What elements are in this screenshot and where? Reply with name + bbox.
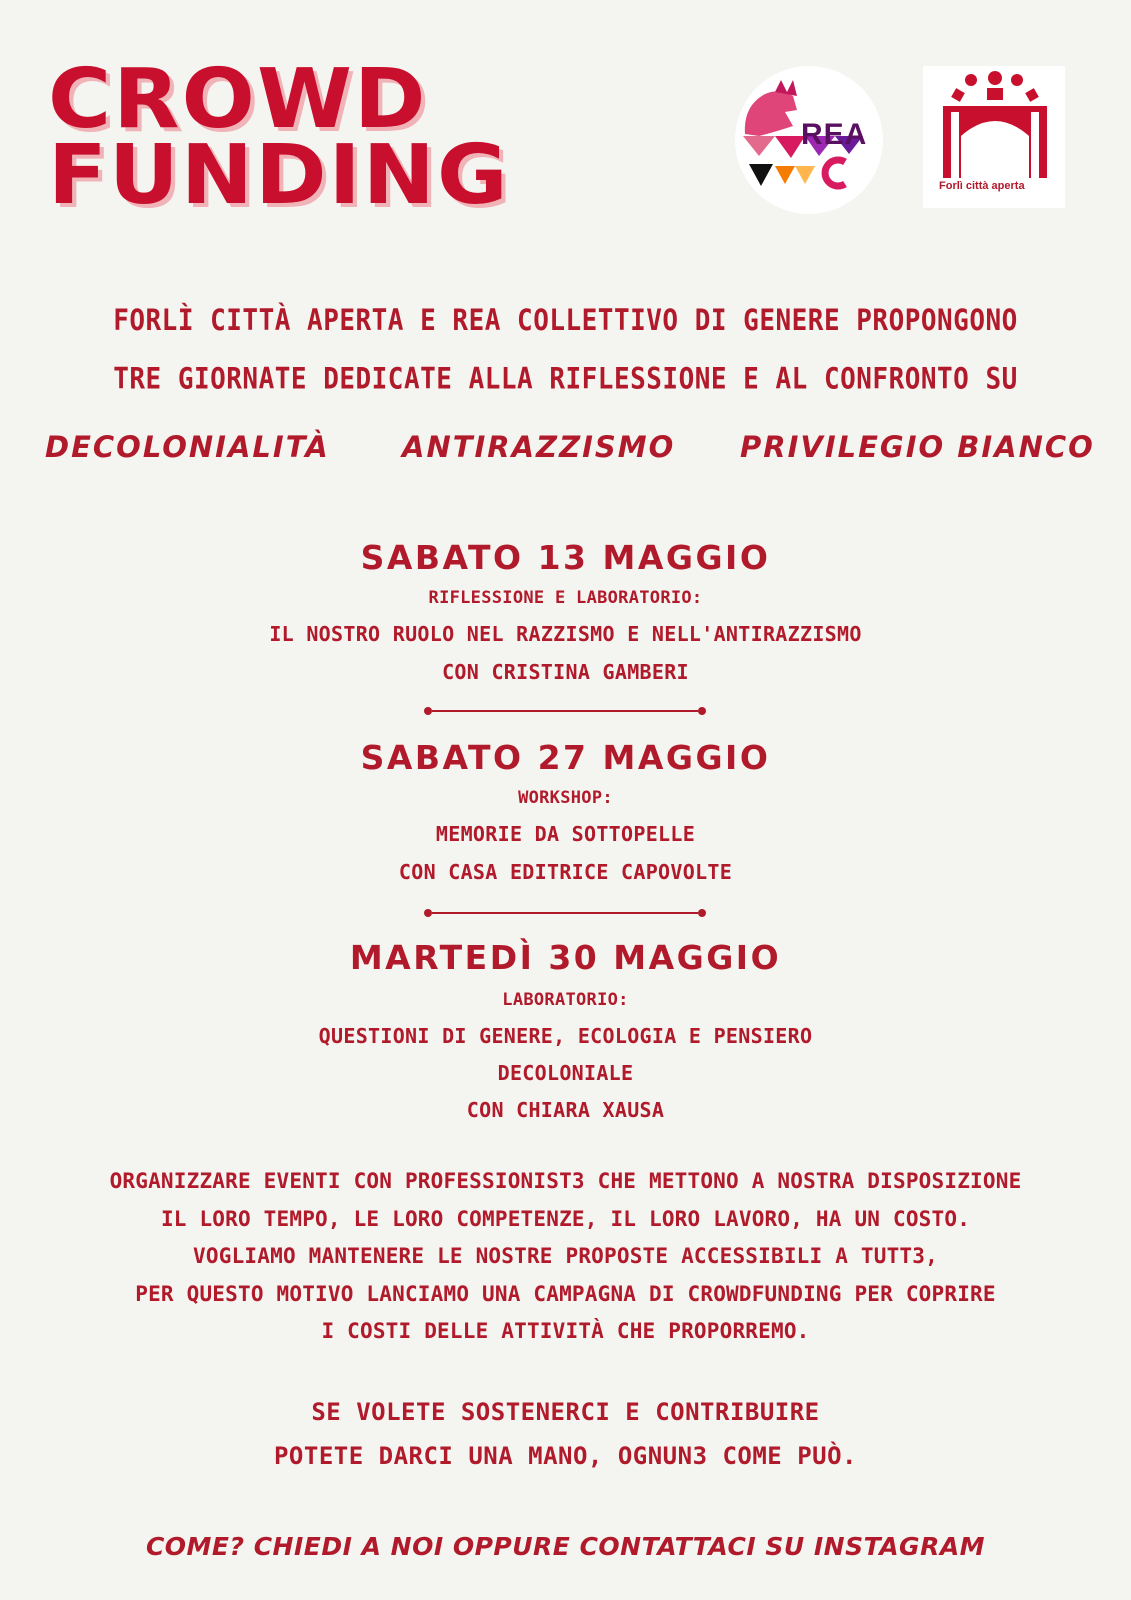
event-3-kind: LABORATORIO: bbox=[502, 990, 629, 1010]
body-line-3: VOGLIAMO MANTENERE LE NOSTRE PROPOSTE ACCESSIBILI A TUTT3, bbox=[193, 1244, 938, 1268]
intro-line-2: TRE GIORNATE DEDICATE ALLA RIFLESSIONE E AL CONFRONTO SU bbox=[113, 362, 1018, 397]
rea-logo bbox=[735, 66, 883, 214]
event-2-line-1: MEMORIE DA SOTTOPELLE bbox=[435, 822, 696, 846]
theme-antirazzismo: ANTIRAZZISMO bbox=[402, 430, 676, 464]
support-line-2: POTETE DARCI UNA MANO, OGNUN3 COME PUÒ. bbox=[273, 1442, 858, 1470]
theme-decolonialita: DECOLONIALITÀ bbox=[45, 430, 330, 464]
rea-logo-text: REA bbox=[801, 118, 868, 151]
theme-privilegio-bianco: PRIVILEGIO BIANCO bbox=[740, 430, 1095, 464]
event-2-kind: WORKSHOP: bbox=[518, 788, 613, 808]
body-line-2: IL LORO TEMPO, LE LORO COMPETENZE, IL LORO LAVORO, HA UN COSTO. bbox=[160, 1206, 971, 1231]
title-line-1: CROWD bbox=[48, 52, 428, 147]
title-line-2: FUNDING bbox=[48, 128, 510, 223]
event-3-date: MARTEDÌ 30 MAGGIO bbox=[349, 938, 782, 977]
support-line-1: SE VOLETE SOSTENERCI E CONTRIBUIRE bbox=[311, 1398, 820, 1426]
forli-logo-text: Forlì città aperta bbox=[939, 180, 1025, 192]
funding-explanation bbox=[0, 1163, 1131, 1351]
themes-row bbox=[0, 430, 1131, 480]
event-1-kind: RIFLESSIONE E LABORATORIO: bbox=[428, 588, 703, 608]
intro-text bbox=[0, 292, 1131, 408]
event-3-line-2: DECOLONIALE bbox=[497, 1061, 634, 1085]
divider-2 bbox=[422, 907, 708, 919]
event-3-line-3: CON CHIARA XAUSA bbox=[466, 1098, 665, 1122]
body-line-4: PER QUESTO MOTIVO LANCIAMO UNA CAMPAGNA DI CROWDFUNDING PER COPRIRE bbox=[135, 1281, 996, 1306]
event-2-line-2: CON CASA EDITRICE CAPOVOLTE bbox=[398, 860, 733, 884]
intro-line-1: FORLÌ CITTÀ APERTA E REA COLLETTIVO DI GENERE PROPONGONO bbox=[113, 304, 1018, 338]
event-2-date: SABATO 27 MAGGIO bbox=[360, 738, 771, 777]
divider-1 bbox=[422, 705, 708, 717]
support-text bbox=[0, 1390, 1131, 1478]
event-1-line-1: IL NOSTRO RUOLO NEL RAZZISMO E NELL'ANTIRAZZISMO bbox=[269, 622, 862, 646]
body-line-1: ORGANIZZARE EVENTI CON PROFESSIONIST3 CHE METTONO A NOSTRA DISPOSIZIONE bbox=[109, 1169, 1022, 1193]
event-1-date: SABATO 13 MAGGIO bbox=[360, 538, 771, 577]
event-3-line-1: QUESTIONI DI GENERE, ECOLOGIA E PENSIERO bbox=[318, 1024, 813, 1048]
instagram-cta: COME? CHIEDI A NOI OPPURE CONTATTACI SU INSTAGRAM bbox=[145, 1532, 986, 1561]
forli-citta-aperta-logo bbox=[923, 66, 1065, 208]
event-1-line-2: CON CRISTINA GAMBERI bbox=[442, 660, 689, 684]
body-line-5: I COSTI DELLE ATTIVITÀ CHE PROPORREMO. bbox=[321, 1319, 810, 1343]
page-title bbox=[48, 52, 510, 223]
